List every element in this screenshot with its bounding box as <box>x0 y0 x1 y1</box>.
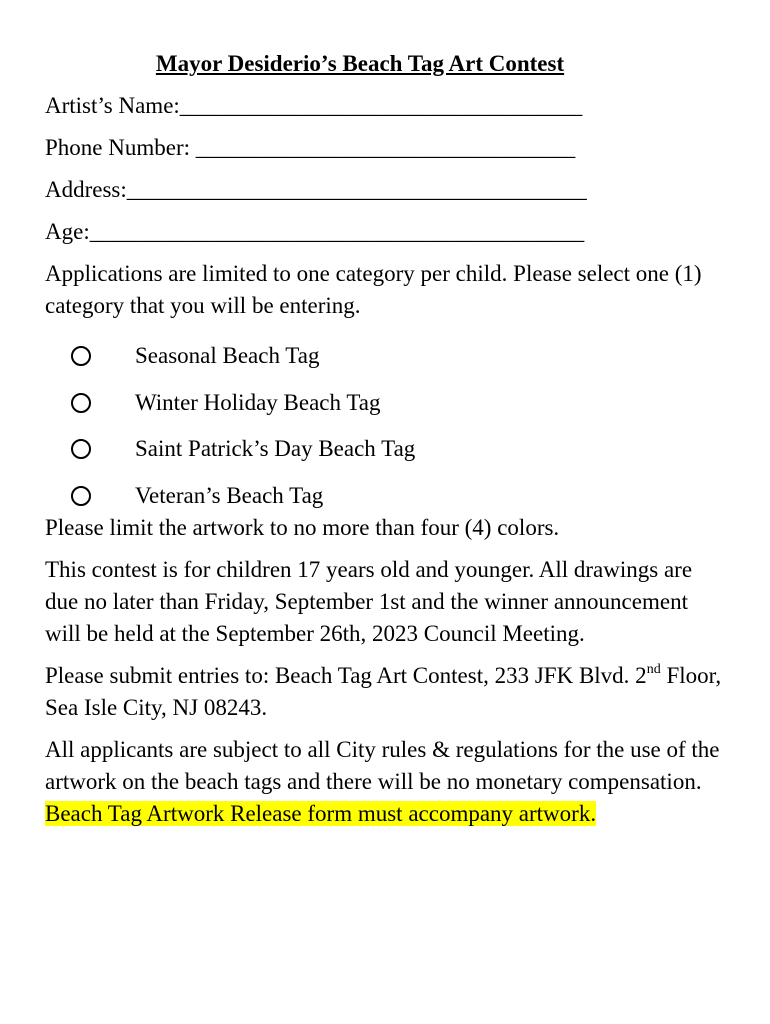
artist-name-field[interactable]: Artist’s Name:___________________________________ <box>45 93 583 118</box>
colors-note: Please limit the artwork to no more than four (4) colors. <box>45 515 560 540</box>
address-field[interactable]: Address:________________________________________ <box>45 177 587 202</box>
age-field[interactable]: Age:___________________________________________ <box>45 219 585 244</box>
rules-body: All applicants are subject to all City rules & regulations for the use of the artwork on the beach tags and there will be no monetary compensation. <box>45 737 720 794</box>
category-option-veterans[interactable] <box>45 480 735 512</box>
rules-text <box>45 734 725 830</box>
category-option-seasonal[interactable] <box>45 340 735 372</box>
radio-circle-icon[interactable] <box>71 439 91 459</box>
radio-circle-icon[interactable] <box>71 393 91 413</box>
category-label: Veteran’s Beach Tag <box>135 482 324 508</box>
contest-form <box>45 48 735 840</box>
eligibility-text: This contest is for children 17 years old and younger. All drawings are due no later than Friday, September 1st and the winner announcement will be held at the September 26th, 2023 Council Meeting. <box>45 557 693 646</box>
category-instructions: Applications are limited to one category per child. Please select one (1) category that you will be entering. <box>45 261 702 318</box>
phone-number-field[interactable]: Phone Number: _________________________________ <box>45 135 576 160</box>
submission-address-prefix: Please submit entries to: Beach Tag Art Contest, 233 JFK Blvd. 2 <box>45 663 647 688</box>
ordinal-suffix: nd <box>646 662 661 677</box>
category-option-saint-patricks[interactable] <box>45 433 735 465</box>
category-label: Saint Patrick’s Day Beach Tag <box>135 436 416 461</box>
category-options <box>45 340 735 512</box>
radio-circle-icon[interactable] <box>71 346 91 366</box>
category-option-winter-holiday[interactable] <box>45 387 735 419</box>
submission-address-suffix: Floor, Sea Isle City, NJ 08243. <box>45 663 722 720</box>
radio-circle-icon[interactable] <box>71 486 91 506</box>
category-label: Winter Holiday Beach Tag <box>135 389 381 415</box>
page-title: Mayor Desiderio’s Beach Tag Art Contest <box>155 51 565 76</box>
submission-address <box>45 660 725 724</box>
release-form-highlight: Beach Tag Artwork Release form must accompany artwork. <box>45 801 597 826</box>
category-label: Seasonal Beach Tag <box>135 343 320 368</box>
